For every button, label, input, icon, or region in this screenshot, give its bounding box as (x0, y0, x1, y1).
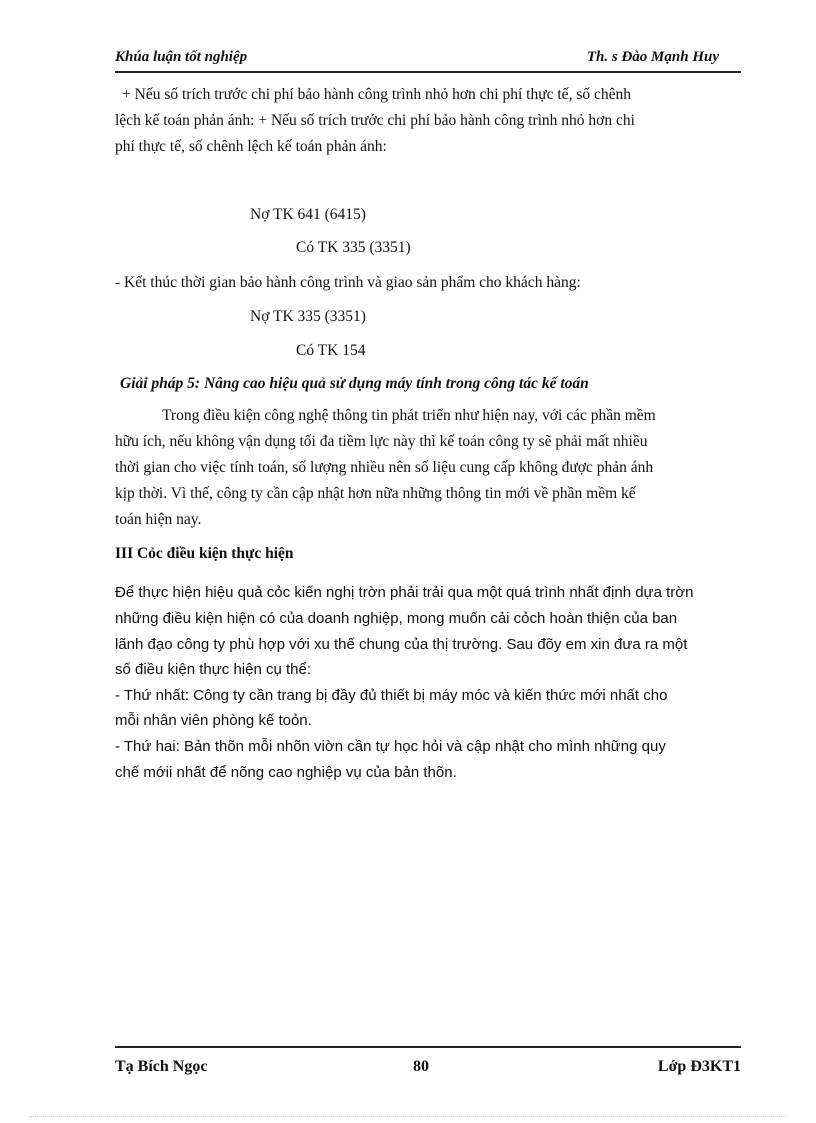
text-line: Để thực hiện hiệu quả cỏc kiến nghị trờn phải trải qua một quá trình nhất định dựa trờn (115, 584, 694, 601)
text-line: phí thực tế, số chênh lệch kế toán phản ánh: (115, 138, 387, 155)
header-supervisor: Th. s Đào Mạnh Huy (586, 49, 719, 65)
text-line: lệch kế toán phản ánh: + Nếu số trích trước chi phí bảo hành công trình nhỏ hơn chi (115, 112, 635, 129)
text-line: chế mớii nhất để nõng cao nghiệp vụ của bản thõn. (115, 764, 457, 781)
page-header (115, 49, 741, 73)
text-line: mỗi nhân viên phòng kế toỏn. (115, 712, 312, 729)
header-thesis-title: Khúa luận tốt nghiệp (115, 49, 248, 65)
text-line: lãnh đạo công ty phù hợp với xu thế chung của thị trường. Sau đõy em xin đưa ra một (115, 636, 688, 653)
footer-author: Tạ Bích Ngọc (115, 1058, 208, 1075)
text-line: Trong điều kiện công nghệ thông tin phát triển như hiện nay, với các phần mềm (162, 407, 656, 424)
solution-5-heading: Giải pháp 5: Nâng cao hiệu quả sử dụng máy tính trong công tác kế toán (120, 375, 589, 392)
text-line: kịp thời. Vì thế, công ty cần cập nhật hơn nữa những thông tin mới về phần mềm kế (115, 485, 636, 502)
journal-entry-debit: Nợ TK 335 (3351) (250, 308, 366, 325)
page-edge-divider (30, 1116, 786, 1117)
text-line: + Nếu số trích trước chi phí bảo hành công trình nhỏ hơn chi phí thực tế, số chênh (122, 86, 631, 103)
text-line: toán hiện nay. (115, 511, 202, 528)
footer-class: Lớp Đ3KT1 (657, 1058, 741, 1075)
text-line: - Thứ nhất: Công ty cần trang bị đầy đủ thiết bị máy móc và kiến thức mới nhất cho (115, 687, 668, 704)
text-line: số điều kiện thực hiện cụ thể: (115, 661, 311, 678)
text-line: - Kết thúc thời gian bảo hành công trình và giao sản phẩm cho khách hàng: (115, 274, 581, 291)
page-number: 80 (413, 1058, 429, 1075)
journal-entry-credit: Có TK 154 (296, 342, 366, 359)
page-footer (115, 1046, 741, 1078)
journal-entry-credit: Có TK 335 (3351) (296, 239, 411, 256)
text-line: - Thứ hai: Bản thõn mỗi nhõn viờn cần tự học hỏi và cập nhật cho mình những quy (115, 738, 666, 755)
journal-entry-debit: Nợ TK 641 (6415) (250, 206, 366, 223)
text-line: thời gian cho việc tính toán, số lượng nhiều nên số liệu cung cấp không được phản ánh (115, 459, 654, 476)
text-line: hữu ích, nếu không vận dụng tối đa tiềm lực này thì kế toán công ty sẽ phải mất nhiều (115, 433, 648, 450)
section-3-heading: III Cỏc điều kiện thực hiện (115, 545, 294, 562)
text-line: những điều kiện hiện có của doanh nghiệp, mong muốn cải cỏch hoàn thiện của ban (115, 610, 678, 627)
